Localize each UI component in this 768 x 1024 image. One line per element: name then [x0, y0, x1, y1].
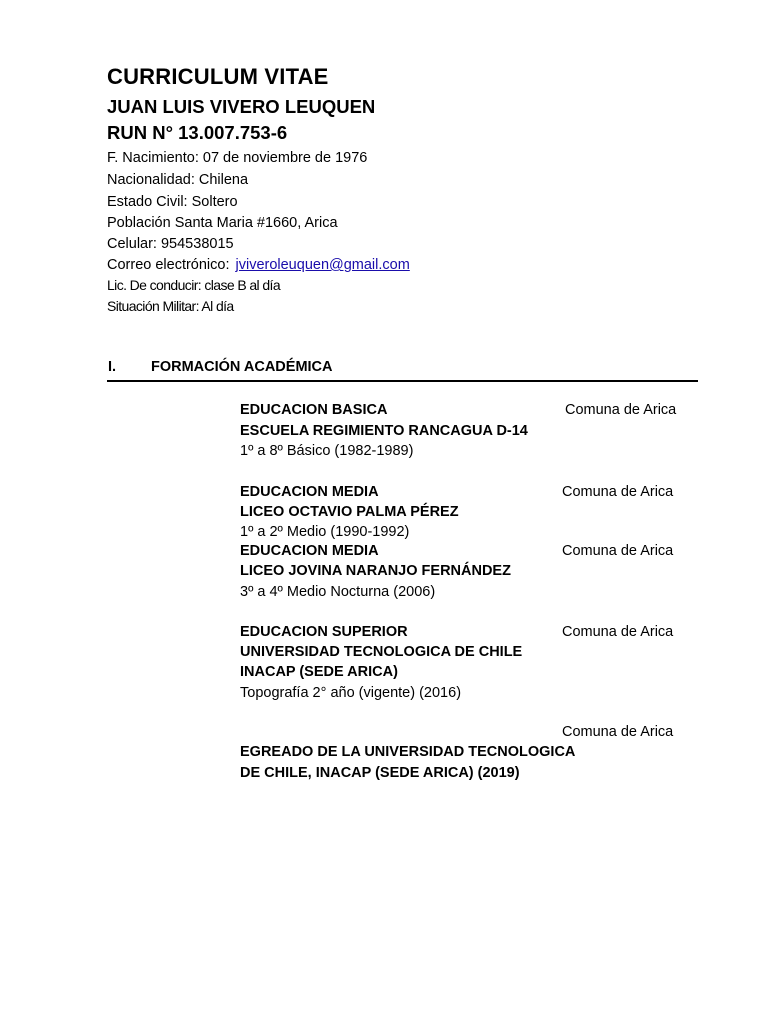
education-detail: 1º a 8º Básico (1982-1989) [240, 443, 414, 459]
military-status: Situación Militar: Al día [107, 298, 234, 314]
education-level: EDUCACION MEDIA [240, 543, 379, 559]
education-detail: Topografía 2° año (vigente) (2016) [240, 685, 462, 701]
education-level: EDUCACION MEDIA [240, 484, 379, 500]
school-name: EGREADO DE LA UNIVERSIDAD TECNOLOGICA [240, 744, 576, 760]
civil-status: Estado Civil: Soltero [107, 194, 238, 210]
school-name: UNIVERSIDAD TECNOLOGICA DE CHILE [240, 644, 523, 660]
education-level: EDUCACION SUPERIOR [240, 624, 408, 640]
education-location: Comuna de Arica [562, 543, 674, 559]
document-title: CURRICULUM VITAE [107, 64, 329, 89]
education-location: Comuna de Arica [562, 484, 674, 500]
driver-license: Lic. De conducir: clase B al día [107, 277, 281, 293]
nationality: Nacionalidad: Chilena [107, 172, 249, 188]
education-detail: 3º a 4º Medio Nocturna (2006) [240, 584, 436, 600]
education-location: Comuna de Arica [565, 402, 677, 418]
school-name-line2: INACAP (SEDE ARICA) [240, 664, 398, 680]
section-title: FORMACIÓN ACADÉMICA [151, 359, 333, 375]
run-number: RUN N° 13.007.753-6 [107, 122, 288, 143]
address: Población Santa Maria #1660, Arica [107, 215, 338, 231]
person-name: JUAN LUIS VIVERO LEUQUEN [107, 96, 376, 117]
section-number: I. [108, 359, 117, 375]
email-label: Correo electrónico: [107, 257, 230, 273]
section-divider [107, 380, 698, 382]
school-name: LICEO JOVINA NARANJO FERNÁNDEZ [240, 563, 511, 579]
school-name-line2: DE CHILE, INACAP (SEDE ARICA) (2019) [240, 765, 520, 781]
education-level: EDUCACION BASICA [240, 402, 388, 418]
birth-date: F. Nacimiento: 07 de noviembre de 1976 [107, 150, 368, 166]
school-name: LICEO OCTAVIO PALMA PÉREZ [240, 504, 459, 520]
school-name: ESCUELA REGIMIENTO RANCAGUA D-14 [240, 423, 528, 439]
email-row [107, 257, 410, 273]
email-link[interactable]: jviveroleuquen@gmail.com [235, 257, 410, 273]
education-location: Comuna de Arica [562, 724, 674, 740]
education-location: Comuna de Arica [562, 624, 674, 640]
phone: Celular: 954538015 [107, 236, 234, 252]
education-detail: 1º a 2º Medio (1990-1992) [240, 524, 410, 540]
